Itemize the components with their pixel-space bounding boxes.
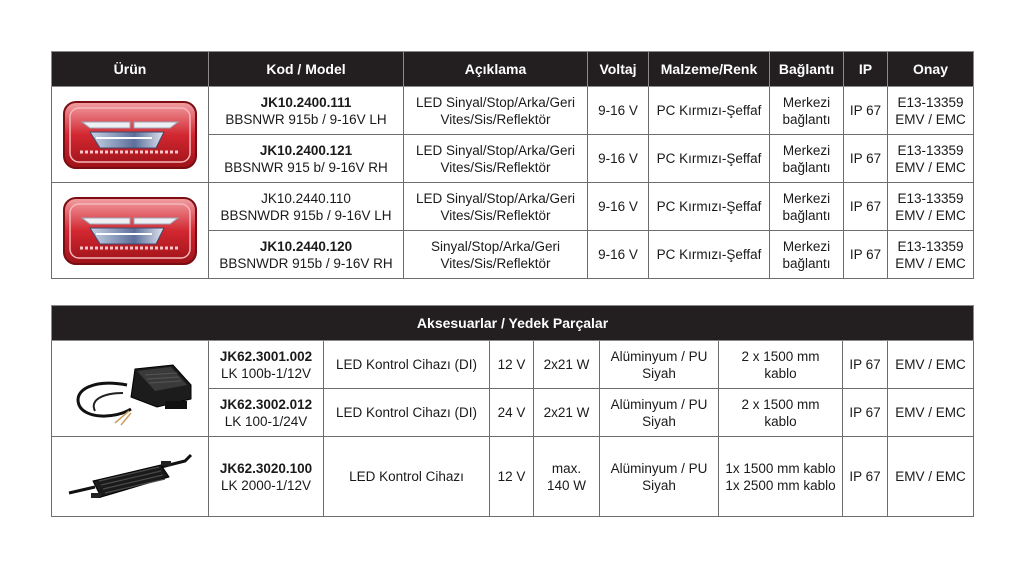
cable-line: 1x 1500 mm kablo [725,460,836,476]
code-model-cell [209,389,324,437]
product-code: JK10.2400.121 [259,142,353,158]
description-cell [404,231,588,279]
connection-cell [770,135,844,183]
products-header-row [52,52,974,87]
material-cell: PC Kırmızı-Şeffaf [649,183,770,231]
header-ip: IP [844,52,888,87]
connection-cell [770,183,844,231]
power-cell [534,389,600,437]
code-model-cell [209,135,404,183]
voltage-cell: 24 V [490,389,534,437]
table-row [52,341,974,389]
cable-line: kablo [764,365,797,381]
connection-line: Merkezi [782,190,831,206]
code-model-cell [209,231,404,279]
control-unit-image [65,349,195,429]
connection-line: Merkezi [782,94,831,110]
description-cell: LED Kontrol Cihazı (DI) [324,389,490,437]
power-cell [534,437,600,517]
connection-cell [770,87,844,135]
tail-lamp-image [60,98,200,172]
accessory-code: JK62.3020.100 [219,460,313,476]
products-table [51,51,974,279]
table-row [52,87,974,135]
accessories-table [51,305,974,517]
cable-line: 2 x 1500 mm [741,396,820,412]
connection-line: bağlantı [782,111,831,127]
product-model: BBSNWDR 915b / 9-16V LH [220,207,392,223]
approval-line: EMV / EMC [895,159,966,175]
material-cell [600,341,719,389]
material-line: Alüminyum / PU [610,460,708,476]
description-line: Vites/Sis/Reflektör [440,159,551,175]
description-line: Vites/Sis/Reflektör [440,111,551,127]
power-line: 140 W [546,477,587,493]
header-description: Açıklama [404,52,588,87]
tail-lamp-image [60,194,200,268]
material-cell [600,389,719,437]
approval-line: E13-13359 [897,94,964,110]
voltage-cell: 9-16 V [588,231,649,279]
product-model: BBSNWDR 915b / 9-16V RH [219,255,393,271]
material-line: Siyah [642,413,676,429]
approval-line: E13-13359 [897,238,964,254]
voltage-cell: 9-16 V [588,135,649,183]
approval-cell: EMV / EMC [888,389,974,437]
power-cell [534,341,600,389]
ip-cell: IP 67 [844,183,888,231]
product-code: JK10.2440.120 [259,238,353,254]
product-image-cell [52,183,209,279]
description-cell [404,135,588,183]
approval-line: EMV / EMC [895,111,966,127]
header-voltage: Voltaj [588,52,649,87]
material-line: Alüminyum / PU [610,396,708,412]
header-code-model: Kod / Model [209,52,404,87]
product-code: JK10.2440.110 [261,190,351,206]
connection-line: bağlantı [782,255,831,271]
approval-cell [888,183,974,231]
description-line: LED Sinyal/Stop/Arka/Geri [415,94,576,110]
description-line: Vites/Sis/Reflektör [440,207,551,223]
code-model-cell [209,341,324,389]
accessory-image-cell [52,437,209,517]
ip-cell: IP 67 [843,437,888,517]
material-cell: PC Kırmızı-Şeffaf [649,231,770,279]
approval-cell [888,231,974,279]
cable-line: 2 x 1500 mm [741,348,820,364]
power-line: max. [551,460,582,476]
cable-cell [719,341,843,389]
accessories-header-row [52,306,974,341]
code-model-cell [209,183,404,231]
material-line: Alüminyum / PU [610,348,708,364]
table-row [52,183,974,231]
description-line: Sinyal/Stop/Arka/Geri [430,238,561,254]
header-product: Ürün [52,52,209,87]
description-cell [404,87,588,135]
code-model-cell [209,437,324,517]
approval-cell: EMV / EMC [888,341,974,389]
material-cell [600,437,719,517]
accessory-image-cell [52,341,209,437]
cable-cell [719,389,843,437]
ip-cell: IP 67 [843,341,888,389]
approval-line: E13-13359 [897,190,964,206]
approval-line: EMV / EMC [895,255,966,271]
material-line: Siyah [642,477,676,493]
accessory-model: LK 2000-1/12V [220,477,312,493]
accessory-model: LK 100b-1/12V [220,365,312,381]
accessory-code: JK62.3001.002 [219,348,313,364]
description-line: LED Sinyal/Stop/Arka/Geri [415,142,576,158]
description-cell [404,183,588,231]
header-connection: Bağlantı [770,52,844,87]
product-model: BBSNWR 915 b/ 9-16V RH [224,159,388,175]
voltage-cell: 9-16 V [588,183,649,231]
header-material-color: Malzeme/Renk [649,52,770,87]
description-line: Vites/Sis/Reflektör [440,255,551,271]
cable-line: kablo [764,413,797,429]
material-line: Siyah [642,365,676,381]
connection-line: bağlantı [782,159,831,175]
product-model: BBSNWR 915b / 9-16V LH [225,111,387,127]
voltage-cell: 12 V [490,437,534,517]
ip-cell: IP 67 [843,389,888,437]
approval-cell [888,135,974,183]
power-line: 2x21 W [543,357,590,372]
approval-line: EMV / EMC [895,207,966,223]
ip-cell: IP 67 [844,231,888,279]
description-cell: LED Kontrol Cihazı (DI) [324,341,490,389]
cable-line: 1x 2500 mm kablo [725,477,836,493]
connection-line: bağlantı [782,207,831,223]
code-model-cell [209,87,404,135]
product-image-cell [52,87,209,183]
voltage-cell: 12 V [490,341,534,389]
table-row [52,437,974,517]
connection-cell [770,231,844,279]
approval-line: E13-13359 [897,142,964,158]
header-approval: Onay [888,52,974,87]
material-cell: PC Kırmızı-Şeffaf [649,87,770,135]
connection-line: Merkezi [782,238,831,254]
accessory-model: LK 100-1/24V [224,413,308,429]
accessories-title: Aksesuarlar / Yedek Parçalar [52,306,974,341]
description-line: LED Sinyal/Stop/Arka/Geri [415,190,576,206]
approval-cell: EMV / EMC [888,437,974,517]
description-cell: LED Kontrol Cihazı [324,437,490,517]
connection-line: Merkezi [782,142,831,158]
ip-cell: IP 67 [844,87,888,135]
approval-cell [888,87,974,135]
cable-cell [719,437,843,517]
material-cell: PC Kırmızı-Şeffaf [649,135,770,183]
ip-cell: IP 67 [844,135,888,183]
product-code: JK10.2400.111 [260,94,352,110]
voltage-cell: 9-16 V [588,87,649,135]
control-unit-image [65,447,195,507]
accessory-code: JK62.3002.012 [219,396,313,412]
power-line: 2x21 W [543,405,590,420]
